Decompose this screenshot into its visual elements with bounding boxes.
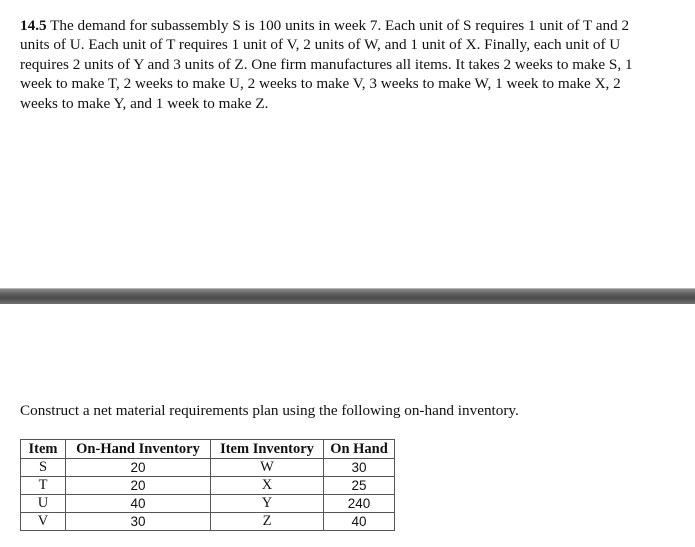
cell-item-inventory: Y xyxy=(211,495,324,513)
cell-on-hand: 25 xyxy=(324,477,395,495)
header-item-inventory: Item Inventory xyxy=(211,440,324,459)
cell-on-hand-inventory: 20 xyxy=(66,477,211,495)
inventory-table xyxy=(20,439,395,531)
header-item: Item xyxy=(21,440,66,459)
problem-text: The demand for subassembly S is 100 units in week 7. Each unit of S requires 1 unit of T and 2 units of U. Each unit of T requires 1 unit of V, 2 units of W, and 1 unit of X. Finally, each unit of U requires 2 units of Y and 3 units of Z. One firm manufactures all items. It takes 2 weeks to make S, 1 week to make T, 2 weeks to make U, 2 weeks to make V, 3 weeks to make W, 1 week to make X, 2 weeks to make Y, and 1 week to make Z. xyxy=(20,17,633,112)
table-row xyxy=(21,459,395,477)
table-row xyxy=(21,513,395,531)
cell-on-hand: 40 xyxy=(324,513,395,531)
cell-on-hand: 240 xyxy=(324,495,395,513)
cell-item: V xyxy=(21,513,66,531)
cell-item-inventory: W xyxy=(211,459,324,477)
instruction-text: Construct a net material requirements plan using the following on-hand inventory. xyxy=(20,402,519,419)
section-divider xyxy=(0,289,695,304)
header-on-hand: On Hand xyxy=(324,440,395,459)
cell-item: U xyxy=(21,495,66,513)
cell-on-hand-inventory: 40 xyxy=(66,495,211,513)
cell-item-inventory: Z xyxy=(211,513,324,531)
cell-on-hand-inventory: 30 xyxy=(66,513,211,531)
cell-item: S xyxy=(21,459,66,477)
cell-item: T xyxy=(21,477,66,495)
problem-statement xyxy=(20,16,650,113)
cell-on-hand-inventory: 20 xyxy=(66,459,211,477)
table-row xyxy=(21,495,395,513)
table-row xyxy=(21,477,395,495)
cell-item-inventory: X xyxy=(211,477,324,495)
problem-number: 14.5 xyxy=(20,17,47,34)
table-header-row xyxy=(21,440,395,459)
header-on-hand-inventory: On-Hand Inventory xyxy=(66,440,211,459)
cell-on-hand: 30 xyxy=(324,459,395,477)
